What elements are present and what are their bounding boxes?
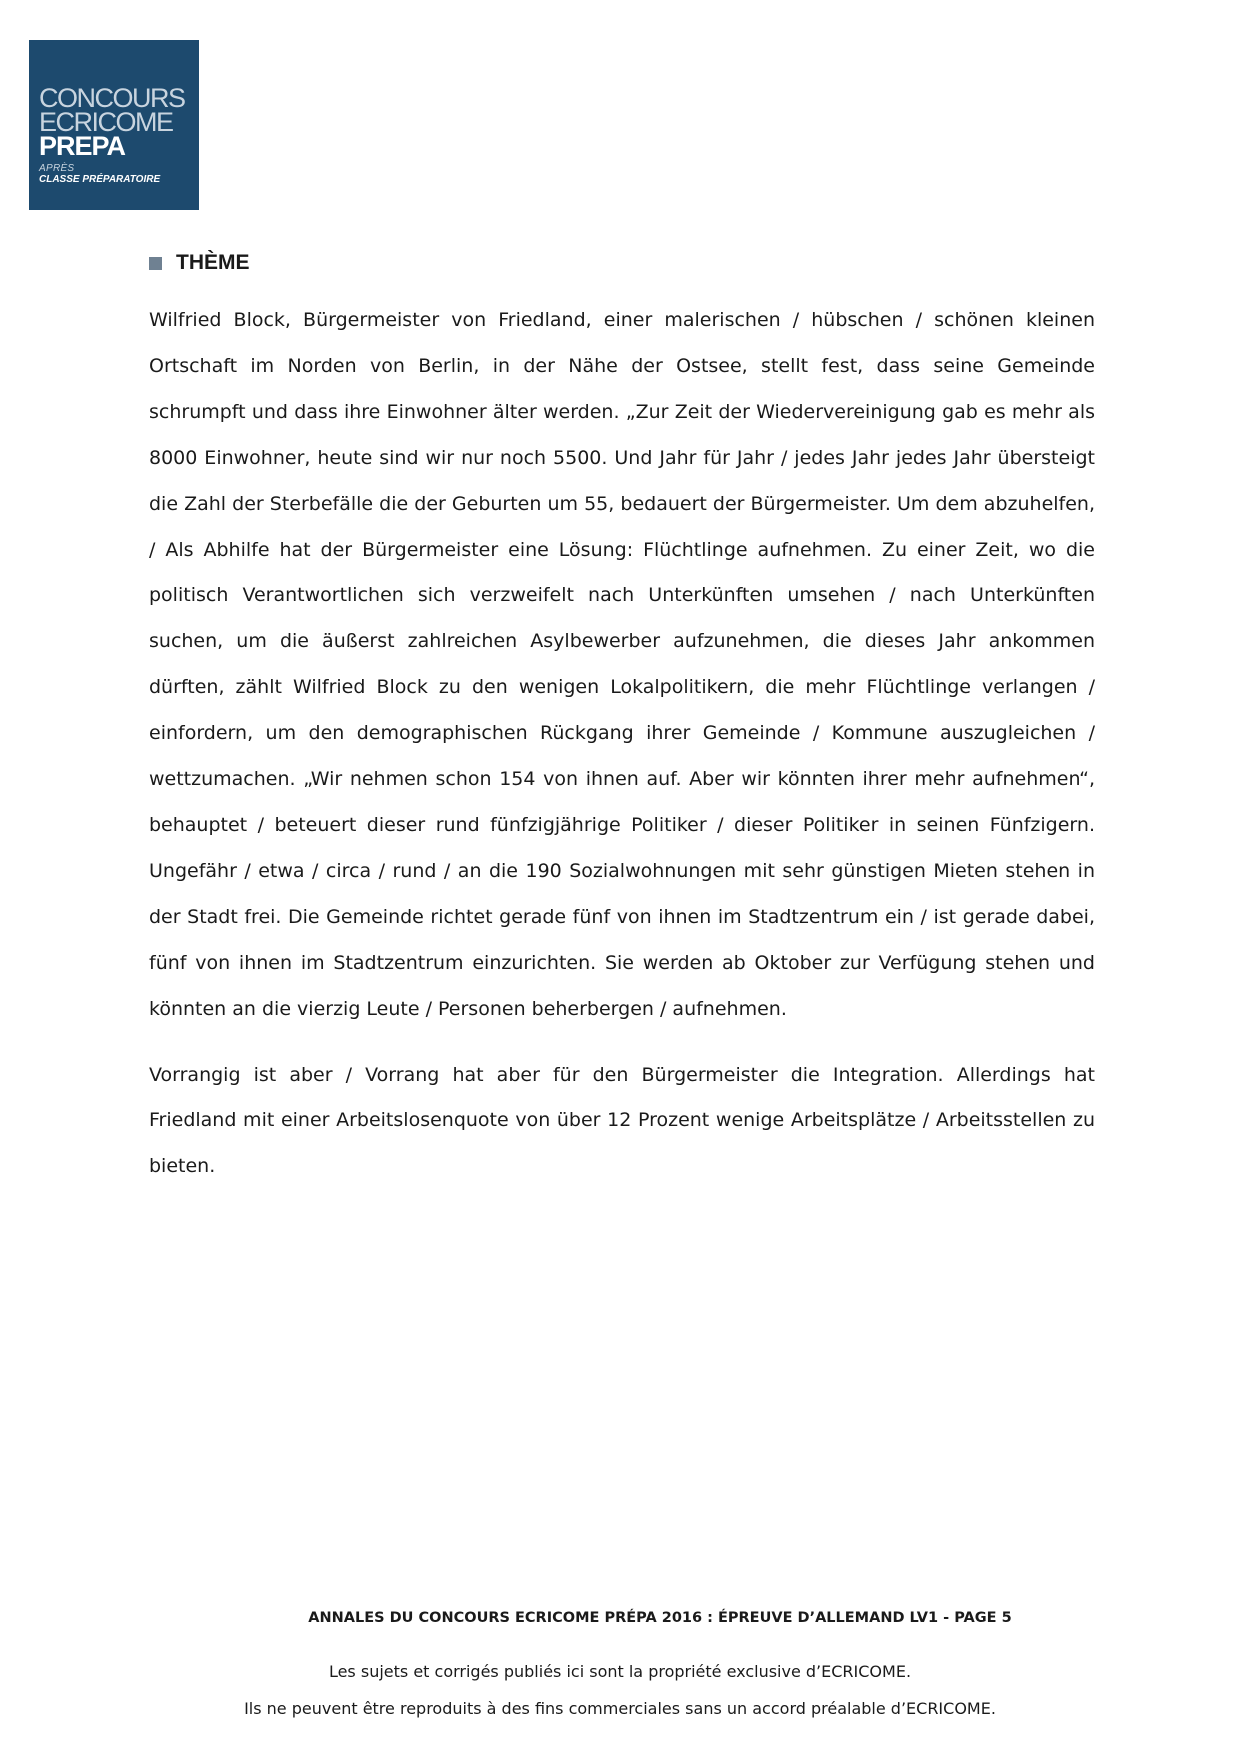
footer-title: ANNALES DU CONCOURS ECRICOME PRÉPA 2016 : ÉPREUVE D’ALLEMAND LV1 - PAGE 5 (308, 1610, 1012, 1626)
ecricome-logo (29, 40, 199, 210)
square-bullet-icon (149, 257, 162, 270)
logo-line-prepa: PREPA (39, 131, 126, 161)
logo-line-apres: APRÈS (39, 163, 75, 174)
paragraph-2: Vorrangig ist aber / Vorrang hat aber für den Bürgermeister die Integration. Allerdings hat Friedland mit einer Arbeitslosenquote von über 12 Prozent wenige Arbeitsplätze / Arbeitsstellen zu bieten. (149, 1063, 1095, 1178)
paragraph-1: Wilfried Block, Bürgermeister von Friedland, einer malerischen / hübschen / schönen kleinen Ortschaft im Norden von Berlin, in der Nähe der Ostsee, stellt fest, dass seine Gemeinde schrumpft und dass ihre Einwohner älter werden. „Zur Zeit der Wiedervereinigung gab es mehr als 8000 Einwohner, heute sind wir nur noch 5500. Und Jahr für Jahr / jedes Jahr jedes Jahr übersteigt die Zahl der Sterbefälle die der Geburten um 55, bedauert der Bürgermeister. Um dem abzuhelfen, / Als Abhilfe hat der Bürgermeister eine Lösung: Flüchtlinge aufnehmen. Zu einer Zeit, wo die politisch Verantwortlichen sich verzweifelt nach Unterkünften umsehen / nach Unterkünften suchen, um die äußerst zahlreichen Asylbewerber aufzunehmen, die dieses Jahr ankommen dürften, zählt Wilfried Block zu den wenigen Lokalpolitikern, die mehr Flüchtlinge verlangen / einfordern, um den demographischen Rückgang ihrer Gemeinde / Kommune auszugleichen / wettzumachen. „Wir nehmen schon 154 von ihnen auf. Aber wir könnten ihrer mehr aufnehmen“, behauptet / beteuert dieser rund fünfzigjährige Politiker / dieser Politiker in seinen Fünfzigern. Ungefähr / etwa / circa / rund / an die 190 Sozialwohnungen mit sehr günstigen Mieten stehen in der Stadt frei. Die Gemeinde richtet gerade fünf von ihnen im Stadtzentrum ein / ist gerade dabei, fünf von ihnen im Stadtzentrum einzurichten. Sie werden ab Oktober zur Verfügung stehen und könnten an die vierzig Leute / Personen beherbergen / aufnehmen. (149, 309, 1095, 1020)
logo-line-classe-preparatoire: CLASSE PRÉPARATOIRE (39, 174, 161, 185)
section-title: THÈME (176, 251, 250, 274)
translation-body (149, 298, 1095, 1190)
logo-line-ecricome: ECRICOME (39, 107, 173, 137)
footer-copyright-line-1: Les sujets et corrigés publiés ici sont la propriété exclusive d’ECRICOME. (328, 1662, 912, 1681)
logo-line-concours: CONCOURS (39, 83, 185, 113)
footer-copyright-line-2: Ils ne peuvent être reproduits à des fins commerciales sans un accord préalable d’ECRICOME. (244, 1699, 996, 1718)
section-heading (149, 251, 250, 275)
